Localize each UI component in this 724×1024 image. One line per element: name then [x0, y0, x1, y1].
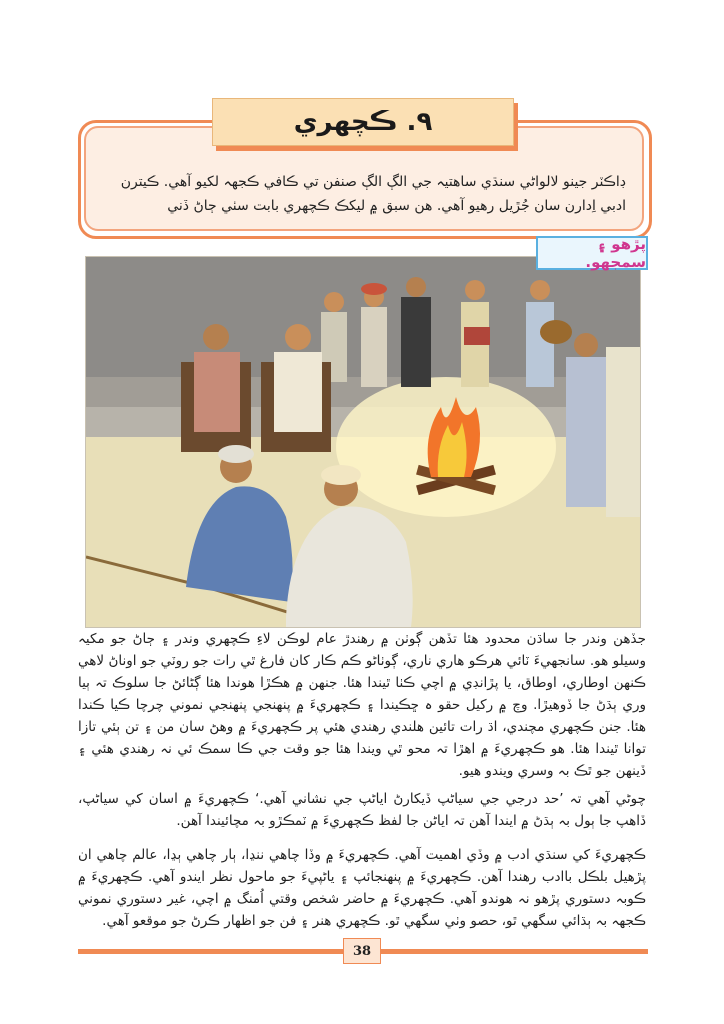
read-and-understand-label: پڙهو ۽ سمجهو.: [536, 236, 648, 270]
paragraph-2: چوڻي آهي تہ ’حد درجي جي سياڻپ ڏيکارڻ اياڻپ جي نشاني آهي.‘ ڪچهريءَ ۾ اسان کي سياڻپ، ڏاهپ جا ٻول بہ ٻڌڻ ۾ ايندا آهن تہ اياڻن جا لفظ ڪچهريءَ ۾ ٽمڪڙو بہ مچائيندا آهن.: [78, 791, 646, 829]
page-number: 38: [343, 938, 381, 964]
lesson-title: ٩. ڪچهري: [212, 98, 514, 146]
bonfire-illustration: [85, 256, 641, 628]
author-intro: ڊاڪٽر جينو لالواڻي سنڌي ساهتيہ جي الڳ الڳ صنفن تي ڪافي ڪجهہ لکيو آهي. ڪيترن ادبي اِدارن سان جُڙيل رهيو آهي. هن سبق ۾ ليکڪ ڪچهري بابت سٺي ڄاڻ ڏني: [120, 174, 626, 214]
paragraph-1: جڏهن وندر جا ساڌن محدود هئا تڏهن ڳوٺن ۾ رهندڙ عام لوڪن لاءِ ڪچهري وندر ۽ ڄاڻ جو مکيہ وسيلو هو. سانجهيءَ ٽائي هرڪو هاري ناري، ڳوٺاڻو ڪم ڪار کان فارغ ٿي رات جو روٽي جو اوناڻ لاهي ڪنهن اوطاري، اوطاق، يا پڙانڊي ۾ اچي ڪٺا ٿيندا هئا. جنهن ۾ هڪڙا هوندا هئا ڳڻائڻ جا سلوڪ تہ ٻيا وري ٻڌڻ جا ڏوهيڙا. وچ ۾ رکيل حقو ہ ڇڪيندا ۽ ڪچهريءَ ۾ پنهنجي پنهنجي نموني چرچا ڪيا ڪندا هئا. جنن ڪچهري مچندي، اڌ رات تائين هلندي رهندي هئي پر ڪچهريءَ ۾ وهڻ سان من ۽ تن ٻئي تازا توانا ٿيندا هئا. هو ڪچهريءَ ۾ اهڙا تہ محو ٿي ويندا هئا جو وقت جي ڪا سمڪ ئي نہ رهندي هئي ۽ ڏينهن جو ٿڪ بہ وسري ويندو هيو.: [78, 631, 646, 779]
paragraph-3: ڪچهريءَ کي سنڌي ادب ۾ وڏي اهميت آهي. ڪچهريءَ ۾ وڏا چاهي ننڍا، ٻار چاهي ٻڍا، عالم چاهي ان پڙهيل بلڪل باادب رهندا آهن. ڪچهريءَ ۾ پنهنجائپ ۽ ياڻپيءَ جو ماحول نظر ايندو آهي. ڪچهريءَ ۾ ڪوبہ دستوري پڙهو نہ هوندو آهي. ڪچهريءَ ۾ حاضر شخص وقتي اُمنگ ۾ اچي، غير دستوري نموني ڪجهہ بہ ٻڌائي سگهي ٿو، حصو وٺي سگهي ٿو. ڪچهري هنر ۽ فن جو اظهار ڪرڻ جو موقعو آهي.: [78, 847, 646, 929]
